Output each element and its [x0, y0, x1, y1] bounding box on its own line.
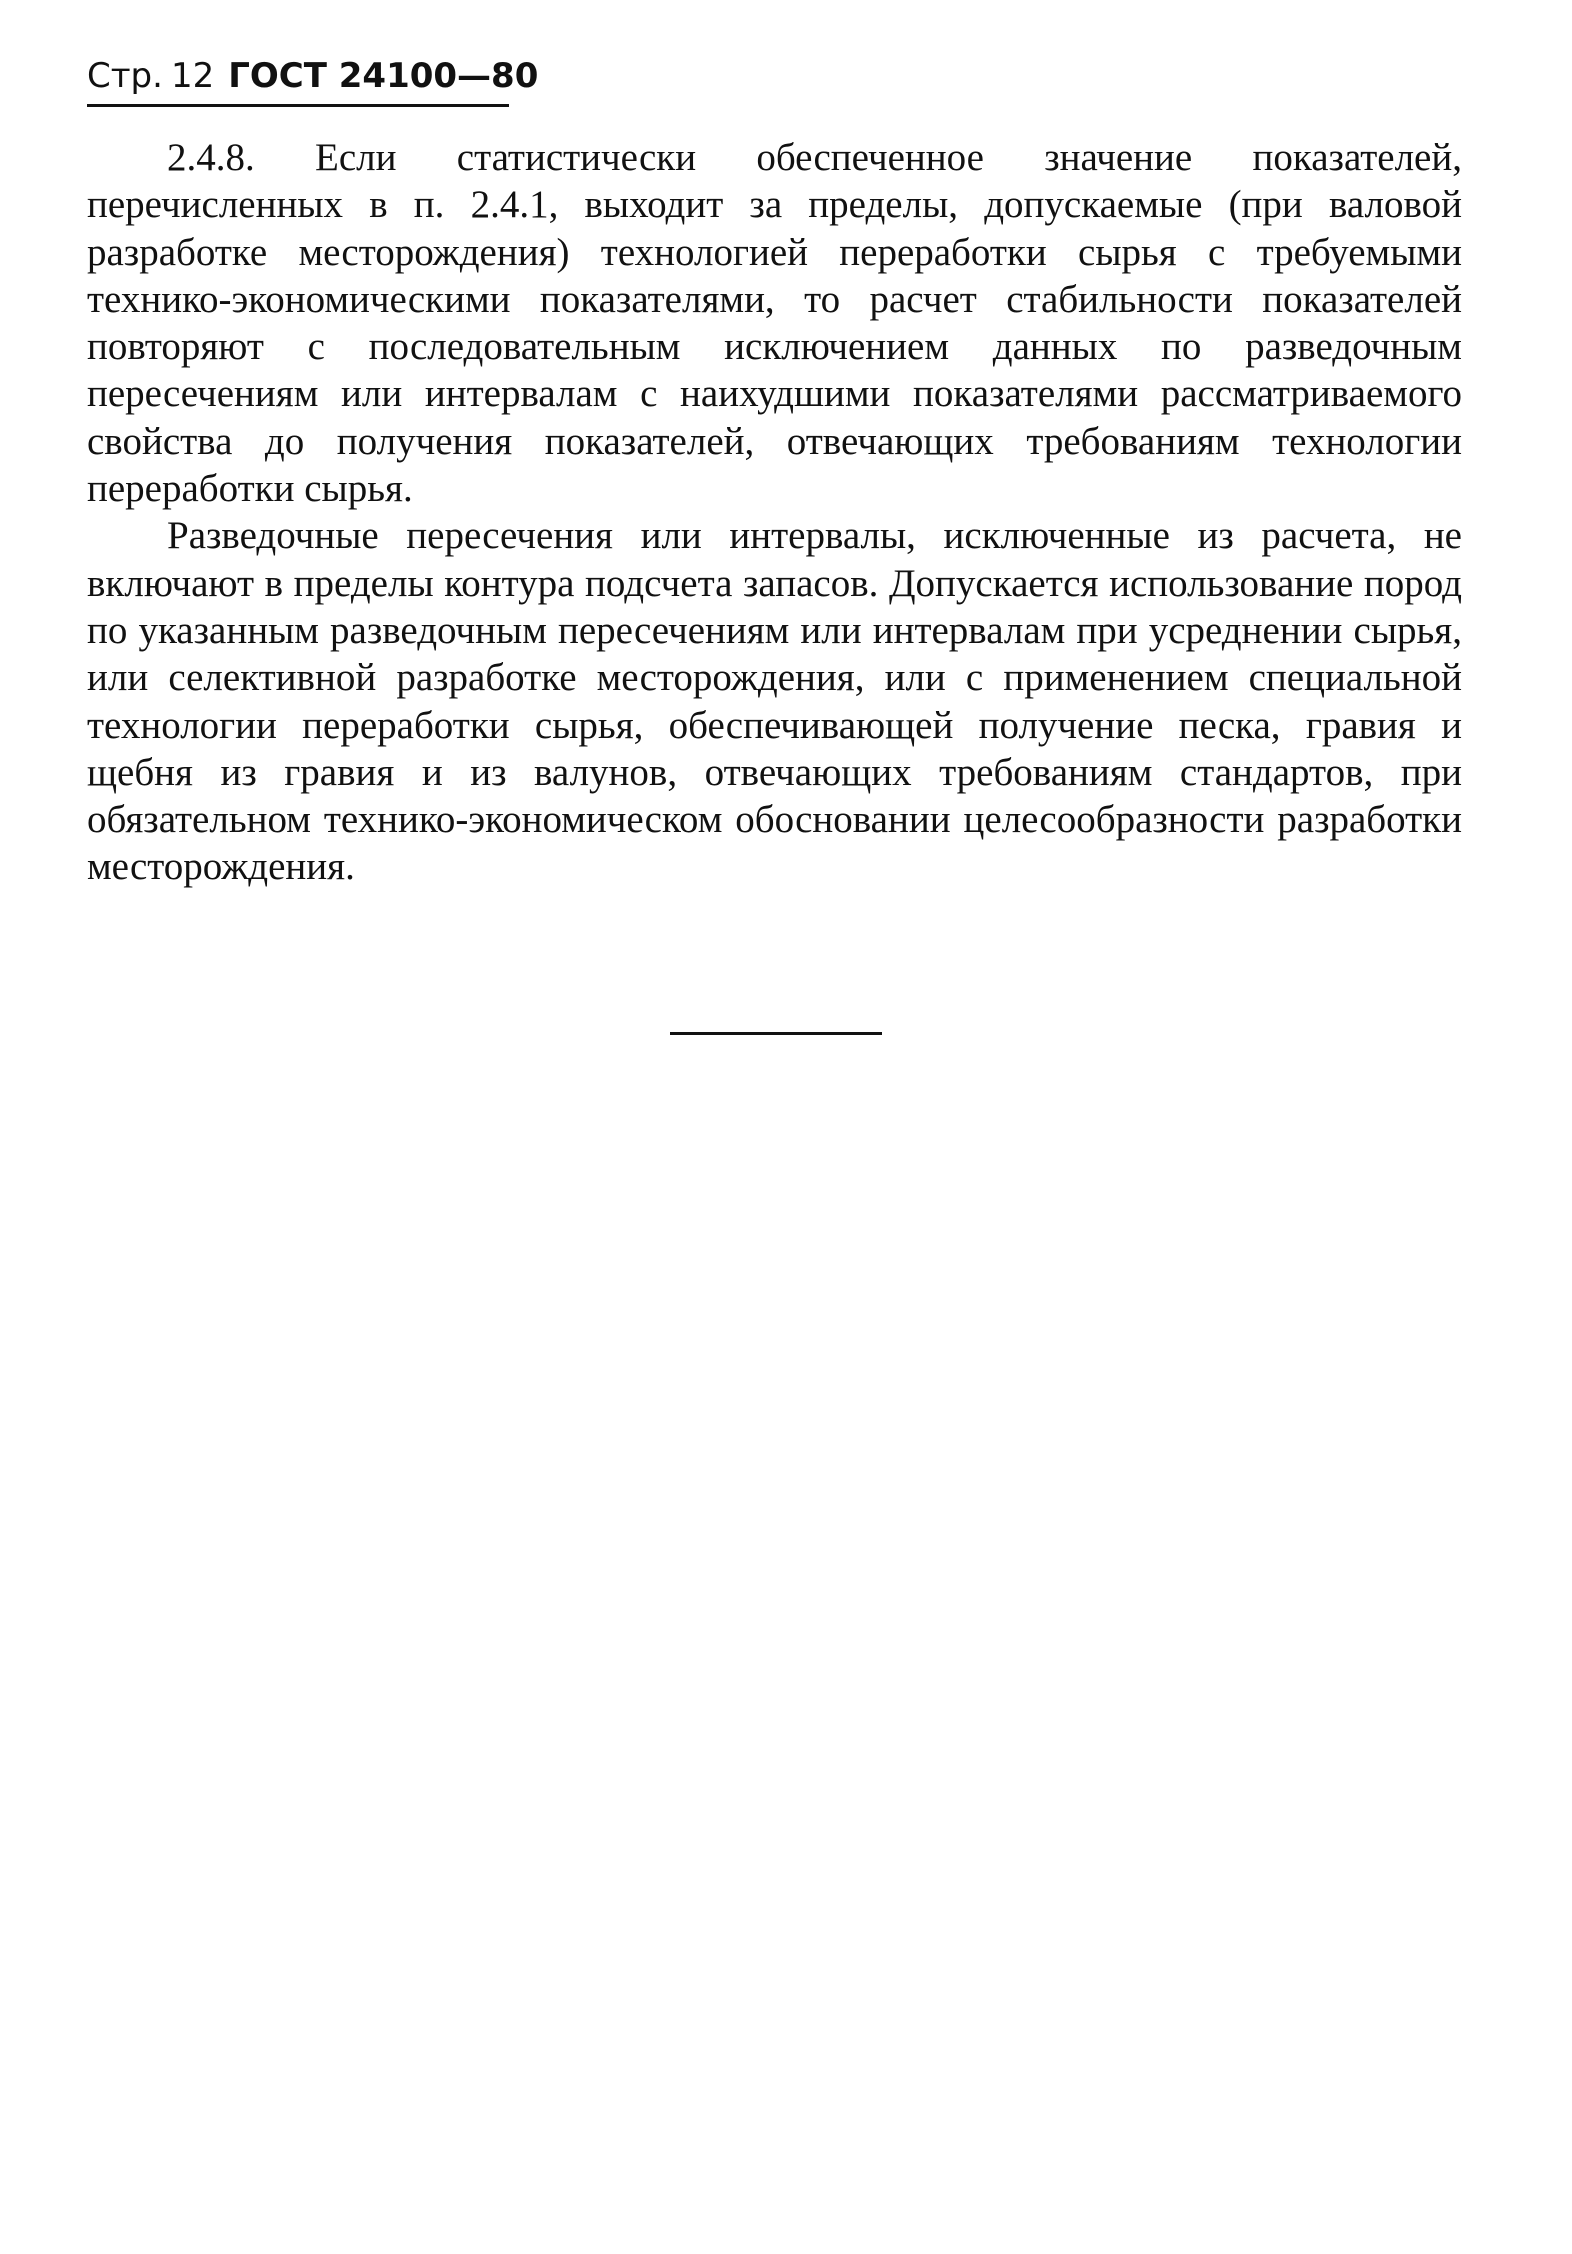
end-of-text-divider	[670, 1032, 882, 1035]
header-divider	[87, 104, 509, 107]
paragraph-exploration-intersections: Разведочные пересечения или интервалы, исключенные из расчета, не включают в пределы контура подсчета запасов. Допускается использование пород по указанным разведочным пересечениям или интервалам при усреднении сырья, или селективной разработке месторождения, или с применением специальной технологии переработки сырья, обеспечивающей получение песка, гравия и щебня из гравия и из валунов, отвечающих требованиям стандартов, при обязательном технико-экономическом обосновании целесообразности разработки месторождения.	[87, 514, 1462, 889]
page-header	[87, 56, 538, 96]
paragraph-2-4-8: 2.4.8. Если статистически обеспеченное значение показателей, перечисленных в п. 2.4.1, выходит за пределы, допускаемые (при валовой разработке месторождения) технологией переработки сырья с требуемыми технико-экономическими показателями, то расчет стабильности показателей повторяют с последовательным исключением данных по разведочным пересечениям или интервалам с наихудшими показателями рассматриваемого свойства до получения показателей, отвечающих требованиям технологии переработки сырья.	[87, 136, 1462, 511]
document-body	[87, 134, 1462, 891]
standard-designation: ГОСТ 24100—80	[228, 56, 539, 96]
page-label: Стр.	[87, 56, 163, 96]
page-number: 12	[170, 56, 215, 96]
